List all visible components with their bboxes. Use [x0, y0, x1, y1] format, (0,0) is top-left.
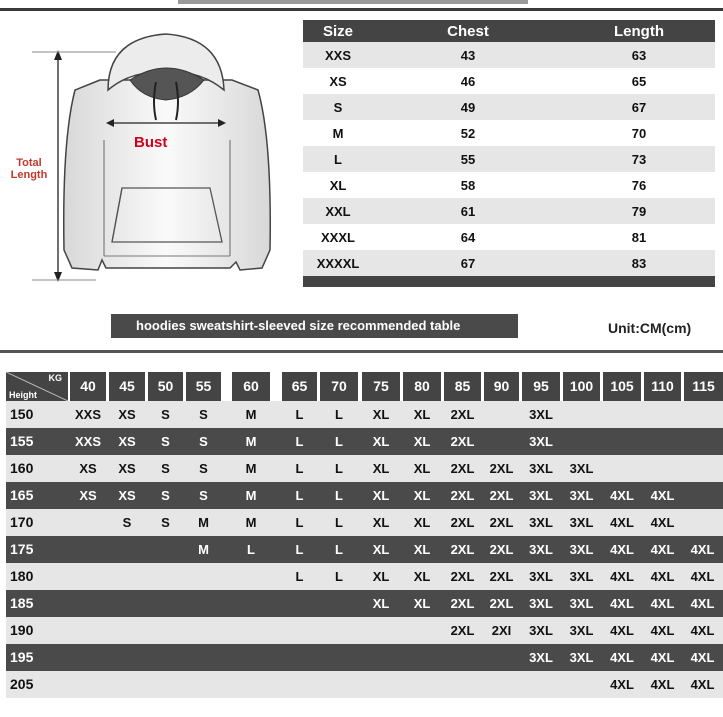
size-cell: XL [372, 515, 390, 530]
size-cell: S [161, 434, 170, 449]
size-cell: 3XL [569, 461, 594, 476]
kg-header-cell: 55 [186, 372, 221, 401]
size-cell: XL [413, 461, 431, 476]
chest-cell: 61 [460, 203, 476, 219]
height-cell: 170 [10, 514, 34, 530]
table-row [6, 482, 723, 509]
size-cell: 2XL [450, 596, 475, 611]
size-cell: S [161, 407, 170, 422]
height-cell: 195 [10, 649, 34, 665]
kg-header-cell: 65 [282, 372, 317, 401]
chest-cell: 67 [460, 255, 476, 271]
size-cell: S [333, 99, 343, 115]
height-cell: 205 [10, 676, 34, 692]
size-cell: XS [118, 488, 136, 503]
top-divider [0, 8, 723, 11]
table-row [6, 401, 723, 428]
size-cell: 2XL [450, 488, 475, 503]
size-cell: L [295, 542, 304, 557]
kg-header-cell: 40 [70, 372, 106, 401]
kg-header-cell: 100 [563, 372, 600, 401]
length-cell: 70 [631, 125, 647, 141]
size-cell: M [198, 542, 209, 557]
size-cell: XL [413, 542, 431, 557]
size-cell: S [199, 434, 208, 449]
kg-header-cell: 85 [444, 372, 481, 401]
size-cell: 2XL [450, 569, 475, 584]
size-cell: 4XL [650, 650, 675, 665]
height-cell: 190 [10, 622, 34, 638]
size-cell: 3XL [529, 407, 553, 422]
size-cell: L [335, 461, 343, 476]
kg-header-cell: 95 [522, 372, 560, 401]
size-cell: 3XL [569, 515, 594, 530]
size-cell: XXS [74, 434, 101, 449]
size-cell: 3XL [569, 623, 594, 638]
size-cell: M [332, 125, 344, 141]
size-cell: 4XL [650, 515, 675, 530]
corner-kg-label: KG [48, 373, 62, 383]
corner-height-label: Height [9, 390, 37, 400]
table-row [303, 172, 715, 198]
recommendation-grid [6, 372, 723, 698]
size-cell: 3XL [529, 650, 553, 665]
size-cell: XS [79, 488, 97, 503]
size-cell: L [295, 488, 304, 503]
height-cell: 165 [10, 487, 34, 503]
size-cell: XXXXL [316, 255, 360, 271]
chest-cell: 46 [460, 73, 476, 89]
size-cell: XS [118, 461, 136, 476]
size-cell: 4XL [610, 623, 634, 638]
size-cell: XL [372, 434, 390, 449]
size-cell: 4XL [650, 623, 675, 638]
size-cell: L [295, 515, 304, 530]
size-cell: L [335, 542, 343, 557]
size-cell: XL [413, 596, 431, 611]
size-cell: L [335, 434, 343, 449]
table-row [6, 617, 723, 644]
recommend-table-title: hoodies sweatshirt-sleeved size recommended table [111, 314, 518, 338]
height-cell: 160 [10, 460, 34, 476]
size-cell: 4XL [690, 596, 715, 611]
size-cell: M [245, 434, 257, 449]
size-cell: 2XL [489, 569, 514, 584]
size-cell: M [245, 407, 257, 422]
height-cell: 180 [10, 568, 34, 584]
kg-header-cell: 50 [148, 372, 183, 401]
table-row [6, 590, 723, 617]
kg-header-cell: 115 [684, 372, 723, 401]
size-cell: L [334, 151, 342, 167]
size-cell: XL [413, 434, 431, 449]
size-cell: S [199, 488, 208, 503]
size-cell: 2XL [450, 515, 475, 530]
length-cell: 81 [631, 229, 647, 245]
size-cell: 4XL [610, 542, 634, 557]
size-cell: XS [118, 407, 136, 422]
size-cell: L [295, 461, 304, 476]
kg-header-cell: 110 [644, 372, 681, 401]
kg-header-cell: 60 [232, 372, 270, 401]
table-row [303, 146, 715, 172]
table-row [303, 94, 715, 120]
size-cell: 3XL [529, 596, 553, 611]
total-length-label: Total Length [10, 157, 48, 181]
size-cell: XL [413, 569, 431, 584]
size-cell: 4XL [650, 677, 675, 692]
size-cell: L [247, 542, 255, 557]
size-cell: 2XL [450, 623, 475, 638]
size-cell: 2XL [450, 542, 475, 557]
kg-header-cell: 75 [362, 372, 400, 401]
size-cell: 4XL [690, 623, 715, 638]
size-cell: 3XL [569, 542, 594, 557]
table-row [6, 428, 723, 455]
chest-cell: 55 [460, 151, 476, 167]
table-row [303, 198, 715, 224]
section-divider [0, 350, 723, 353]
chest-header: Chest [447, 22, 489, 40]
table-row [303, 250, 715, 276]
table-row [303, 120, 715, 146]
size-cell: L [295, 569, 304, 584]
table-row [6, 455, 723, 482]
size-cell: XXS [74, 407, 101, 422]
grid-body [6, 401, 723, 698]
size-cell: 2XL [489, 515, 514, 530]
size-cell: XS [79, 461, 97, 476]
size-cell: 3XL [529, 461, 553, 476]
kg-header-cell: 70 [320, 372, 358, 401]
size-cell: S [161, 488, 170, 503]
size-cell: XL [372, 461, 390, 476]
size-cell: 3XL [569, 569, 594, 584]
size-cell: 4XL [650, 488, 675, 503]
size-chart-table [303, 20, 715, 287]
height-cell: 155 [10, 433, 34, 449]
size-cell: 4XL [610, 515, 634, 530]
size-cell: 4XL [610, 650, 634, 665]
size-cell: 3XL [529, 488, 553, 503]
size-cell: S [161, 515, 170, 530]
chest-cell: 64 [460, 229, 476, 245]
size-cell: XL [372, 569, 390, 584]
kg-header-cell: 105 [603, 372, 641, 401]
chest-cell: 43 [460, 47, 476, 63]
size-cell: XXL [325, 203, 351, 219]
size-cell: 4XL [610, 677, 634, 692]
size-cell: 3XL [529, 569, 553, 584]
size-cell: L [295, 434, 304, 449]
size-cell: 4XL [610, 569, 634, 584]
unit-label: Unit:CM(cm) [608, 320, 692, 336]
grid-corner-cell [6, 372, 68, 401]
length-cell: 63 [631, 47, 647, 63]
size-cell: 4XL [650, 569, 675, 584]
size-cell: S [199, 461, 208, 476]
size-cell: 2XL [450, 461, 475, 476]
top-divider-light [178, 0, 528, 4]
size-header: Size [322, 22, 353, 40]
length-cell: 83 [631, 255, 647, 271]
length-header: Length [614, 22, 664, 40]
size-cell: 4XL [650, 596, 675, 611]
table-row [6, 563, 723, 590]
size-cell: 3XL [529, 434, 553, 449]
size-table-header [303, 20, 715, 42]
size-cell: XS [118, 434, 136, 449]
size-cell: XL [413, 407, 431, 422]
size-cell: XXXL [321, 229, 355, 245]
size-cell: M [245, 461, 257, 476]
size-cell: 4XL [690, 542, 715, 557]
size-cell: 2XL [450, 407, 475, 422]
size-cell: 4XL [690, 569, 715, 584]
size-table-footer [303, 276, 715, 287]
size-cell: XL [372, 596, 390, 611]
length-cell: 67 [631, 99, 647, 115]
size-cell: 4XL [610, 488, 634, 503]
size-cell: 3XL [529, 623, 553, 638]
length-cell: 65 [631, 73, 647, 89]
size-cell: 4XL [690, 650, 715, 665]
grid-header-row [6, 372, 723, 401]
size-cell: XL [413, 488, 431, 503]
chest-cell: 58 [460, 177, 476, 193]
size-cell: XXS [324, 47, 351, 63]
size-cell: M [198, 515, 209, 530]
size-cell: L [335, 515, 343, 530]
size-cell: 3XL [569, 650, 594, 665]
table-row [6, 509, 723, 536]
size-cell: XL [372, 488, 390, 503]
size-cell: 3XL [529, 515, 553, 530]
size-cell: L [295, 407, 304, 422]
size-cell: 2XI [491, 623, 512, 638]
size-cell: M [245, 515, 257, 530]
hoodie-figure [0, 20, 300, 295]
height-cell: 150 [10, 406, 34, 422]
length-cell: 76 [631, 177, 647, 193]
size-cell: L [335, 488, 343, 503]
size-cell: S [122, 515, 132, 530]
size-cell: 2XL [489, 596, 514, 611]
size-cell: XL [329, 177, 347, 193]
size-cell: M [245, 488, 257, 503]
kg-header-cell: 90 [484, 372, 519, 401]
size-cell: S [161, 461, 170, 476]
size-cell: XL [372, 542, 390, 557]
length-cell: 79 [631, 203, 647, 219]
size-cell: 3XL [569, 596, 594, 611]
size-cell: 4XL [690, 677, 715, 692]
size-cell: L [335, 569, 343, 584]
size-cell: 2XL [489, 542, 514, 557]
size-cell: XL [372, 407, 390, 422]
table-row [303, 224, 715, 250]
size-cell: 2XL [489, 488, 514, 503]
kg-header-cell: 45 [109, 372, 145, 401]
length-cell: 73 [631, 151, 647, 167]
table-row [6, 671, 723, 698]
table-row [303, 68, 715, 94]
size-cell: 4XL [610, 596, 634, 611]
size-cell: 4XL [650, 542, 675, 557]
height-cell: 175 [10, 541, 34, 557]
table-row [6, 536, 723, 563]
size-cell: XS [329, 73, 347, 89]
chest-cell: 49 [460, 99, 476, 115]
size-cell: S [199, 407, 208, 422]
size-cell: XL [413, 515, 431, 530]
size-cell: 3XL [529, 542, 553, 557]
size-cell: 2XL [489, 461, 514, 476]
size-cell: 3XL [569, 488, 594, 503]
table-row [303, 42, 715, 68]
size-cell: 2XL [450, 434, 475, 449]
height-cell: 185 [10, 595, 34, 611]
kg-header-cell: 80 [403, 372, 441, 401]
size-cell: L [335, 407, 343, 422]
chest-cell: 52 [460, 125, 476, 141]
bust-label: Bust [134, 134, 168, 151]
table-row [6, 644, 723, 671]
